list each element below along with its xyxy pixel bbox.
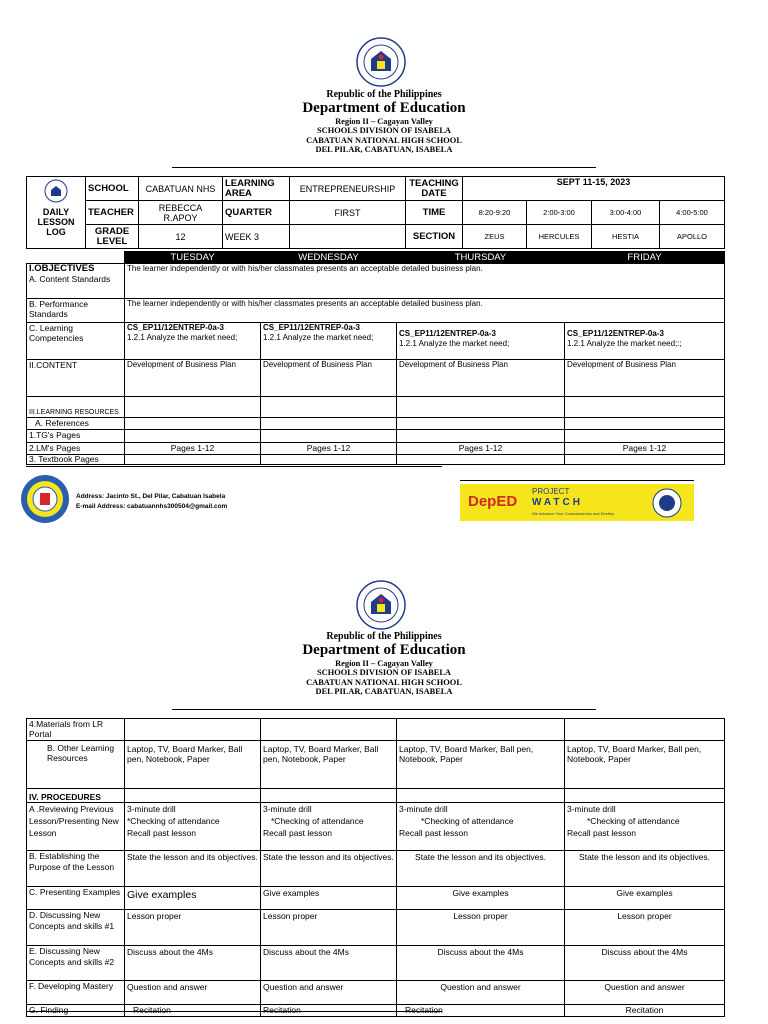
blank-cell bbox=[125, 397, 261, 418]
presenting-tuesday: Give examples bbox=[125, 887, 261, 910]
developing-tuesday: Question and answer bbox=[125, 981, 261, 1005]
lc-code: CS_EP11/12ENTREP-0a-3 bbox=[399, 329, 496, 338]
review-line: Recall past lesson bbox=[263, 828, 332, 838]
performance-standards-label: B. Performance Standards bbox=[27, 299, 125, 323]
section-friday: APOLLO bbox=[660, 225, 725, 249]
lm-pages-thursday: Pages 1-12 bbox=[397, 443, 565, 455]
lc-tuesday bbox=[125, 323, 261, 360]
finding-label: G. Finding bbox=[27, 1005, 125, 1017]
dll-procedures-table bbox=[26, 718, 725, 1017]
blank-cell bbox=[261, 719, 397, 741]
purpose-tuesday: State the lesson and its objectives. bbox=[125, 851, 261, 887]
review-line: *Checking of attendance bbox=[271, 816, 364, 826]
blank-cell bbox=[290, 225, 406, 249]
learning-resources-label: III.LEARNING RESOURCES bbox=[27, 397, 125, 418]
footer-address: Address: Jacinto St., Del Pilar, Cabatuan Isabela bbox=[76, 493, 226, 500]
other-resources-wednesday: Laptop, TV, Board Marker, Ball pen, Notebook, Paper bbox=[261, 741, 397, 789]
deped-project-watch-banner bbox=[460, 484, 694, 521]
purpose-wednesday: State the lesson and its objectives. bbox=[261, 851, 397, 887]
lc-friday bbox=[565, 323, 725, 360]
other-resources-label: B. Other Learning Resources bbox=[27, 741, 125, 789]
header-divider bbox=[172, 167, 596, 168]
time-friday: 4:00-5:00 bbox=[660, 201, 725, 225]
dll-label: DAILY LESSON LOG bbox=[37, 207, 75, 237]
teaching-date-value: SEPT 11-15, 2023 bbox=[463, 177, 725, 201]
finding-tuesday: Recitation bbox=[125, 1005, 261, 1017]
purpose-label: B. Establishing the Purpose of the Lesson bbox=[27, 851, 125, 887]
content-standards-text: The learner independently or with his/her classmates presents an acceptable detailed business plan. bbox=[125, 264, 725, 299]
performance-standards-text: The learner independently or with his/her classmates presents an acceptable detailed business plan. bbox=[125, 299, 725, 323]
project-label: PROJECT bbox=[532, 487, 570, 496]
purpose-friday: State the lesson and its objectives. bbox=[565, 851, 725, 887]
blank-cell bbox=[261, 789, 397, 803]
finding-friday: Recitation bbox=[565, 1005, 725, 1017]
developing-label: F. Developing Mastery bbox=[27, 981, 125, 1005]
lc-code: CS_EP11/12ENTREP-0a-3 bbox=[127, 323, 224, 332]
materials-label: 4.Materials from LR Portal bbox=[27, 719, 125, 741]
purpose-thursday: State the lesson and its objectives. bbox=[397, 851, 565, 887]
discussing1-thursday: Lesson proper bbox=[397, 910, 565, 946]
grade-label: GRADE LEVEL bbox=[86, 225, 139, 249]
header-divider bbox=[172, 709, 596, 710]
lc-code: CS_EP11/12ENTREP-0a-3 bbox=[263, 323, 360, 332]
blank-cell bbox=[125, 418, 261, 430]
other-resources-thursday: Laptop, TV, Board Marker, Ball pen, Notebook, Paper bbox=[397, 741, 565, 789]
references-label: A. References bbox=[27, 418, 125, 430]
objectives-label bbox=[27, 264, 125, 299]
footer-line bbox=[26, 466, 442, 467]
discussing1-wednesday: Lesson proper bbox=[261, 910, 397, 946]
blank-cell bbox=[125, 430, 261, 443]
blank-cell bbox=[565, 418, 725, 430]
header-department: Department of Education bbox=[302, 642, 466, 658]
header-school: CABATUAN NATIONAL HIGH SCHOOL bbox=[306, 135, 462, 145]
day-wednesday: WEDNESDAY bbox=[261, 252, 397, 264]
tagline: We Advance Your Consciousness and Destiny bbox=[532, 511, 614, 516]
discussing2-label: E. Discussing New Concepts and skills #2 bbox=[27, 946, 125, 981]
finding-thursday: Recitation bbox=[397, 1005, 565, 1017]
day-tuesday: TUESDAY bbox=[125, 252, 261, 264]
content-tuesday: Development of Business Plan bbox=[125, 360, 261, 397]
discussing2-wednesday: Discuss about the 4Ms bbox=[261, 946, 397, 981]
discussing1-tuesday: Lesson proper bbox=[125, 910, 261, 946]
developing-friday: Question and answer bbox=[565, 981, 725, 1005]
discussing2-friday: Discuss about the 4Ms bbox=[565, 946, 725, 981]
blank-cell bbox=[565, 719, 725, 741]
finding-wednesday: Recitation bbox=[261, 1005, 397, 1017]
lc-text: 1.2.1 Analyze the market need; bbox=[263, 333, 374, 342]
deped-seal-icon bbox=[356, 580, 406, 630]
presenting-label: C. Presenting Examples bbox=[27, 887, 125, 910]
division-seal-icon bbox=[652, 488, 682, 518]
procedures-heading: IV. PROCEDURES bbox=[27, 789, 125, 803]
lm-pages-label: 2.LM's Pages bbox=[27, 443, 125, 455]
time-label: TIME bbox=[406, 201, 463, 225]
review-line: 3-minute drill bbox=[567, 804, 616, 814]
objectives-heading: I.OBJECTIVES bbox=[29, 263, 95, 274]
blank-cell bbox=[261, 455, 397, 465]
header-division: SCHOOLS DIVISION OF ISABELA bbox=[317, 126, 451, 136]
content-wednesday: Development of Business Plan bbox=[261, 360, 397, 397]
blank-cell bbox=[565, 789, 725, 803]
blank-cell bbox=[125, 719, 261, 741]
discussing1-friday: Lesson proper bbox=[565, 910, 725, 946]
review-line: 3-minute drill bbox=[399, 804, 448, 814]
teacher-value: REBECCA R.APOY bbox=[139, 201, 223, 225]
section-wednesday: HERCULES bbox=[527, 225, 592, 249]
textbook-pages-label: 3. Textbook Pages bbox=[27, 455, 125, 465]
blank-cell bbox=[397, 430, 565, 443]
watch-label: WATCH bbox=[532, 497, 583, 508]
review-line: 3-minute drill bbox=[263, 804, 312, 814]
review-line: Recall past lesson bbox=[567, 828, 636, 838]
blank-cell bbox=[125, 455, 261, 465]
other-resources-friday: Laptop, TV, Board Marker, Ball pen, Notebook, Paper bbox=[565, 741, 725, 789]
review-line: *Checking of attendance bbox=[421, 816, 514, 826]
review-line: 3-minute drill bbox=[127, 804, 176, 814]
footer-email: E-mail Address: cabatuannhs300504@gmail.com bbox=[76, 503, 228, 510]
blank-cell bbox=[397, 397, 565, 418]
quarter-label: QUARTER bbox=[223, 201, 290, 225]
section-tuesday: ZEUS bbox=[463, 225, 527, 249]
teaching-date-label: TEACHING DATE bbox=[406, 177, 463, 201]
discussing2-tuesday: Discuss about the 4Ms bbox=[125, 946, 261, 981]
header-region: Region II – Cagayan Valley bbox=[335, 659, 433, 668]
blank-cell bbox=[565, 397, 725, 418]
review-line: *Checking of attendance bbox=[587, 816, 680, 826]
day-corner bbox=[27, 252, 125, 264]
time-thursday: 3:00-4:00 bbox=[592, 201, 660, 225]
deped-seal-icon bbox=[356, 37, 406, 87]
learning-area-value: ENTREPRENEURSHIP bbox=[290, 177, 406, 201]
header-region: Region II – Cagayan Valley bbox=[335, 117, 433, 126]
lc-text: 1.2.1 Analyze the market need; bbox=[399, 339, 510, 348]
presenting-thursday: Give examples bbox=[397, 887, 565, 910]
blank-cell bbox=[565, 430, 725, 443]
lc-text: 1.2.1 Analyze the market need; bbox=[127, 333, 238, 342]
content-thursday: Development of Business Plan bbox=[397, 360, 565, 397]
dll-info-table bbox=[26, 176, 725, 249]
header-address: DEL PILAR, CABATUAN, ISABELA bbox=[315, 145, 453, 155]
header-department: Department of Education bbox=[302, 100, 466, 116]
developing-thursday: Question and answer bbox=[397, 981, 565, 1005]
tg-pages-label: 1.TG's Pages bbox=[27, 430, 125, 443]
header-division: SCHOOLS DIVISION OF ISABELA bbox=[317, 668, 451, 678]
lc-code: CS_EP11/12ENTREP-0a-3 bbox=[567, 329, 664, 338]
review-thursday bbox=[397, 803, 565, 851]
developing-wednesday: Question and answer bbox=[261, 981, 397, 1005]
content-label: II.CONTENT bbox=[27, 360, 125, 397]
review-label: A .Reviewing Previous Lesson/Presenting New Lesson bbox=[27, 803, 125, 851]
blank-cell bbox=[261, 418, 397, 430]
grade-value: 12 bbox=[139, 225, 223, 249]
deped-logo-text: DepED bbox=[468, 493, 518, 510]
content-standards-label: A. Content Standards bbox=[29, 274, 111, 284]
lm-pages-friday: Pages 1-12 bbox=[565, 443, 725, 455]
lm-pages-wednesday: Pages 1-12 bbox=[261, 443, 397, 455]
header-school: CABATUAN NATIONAL HIGH SCHOOL bbox=[306, 677, 462, 687]
lc-text: 1.2.1 Analyze the market need;:; bbox=[567, 339, 682, 348]
presenting-friday: Give examples bbox=[565, 887, 725, 910]
content-friday: Development of Business Plan bbox=[565, 360, 725, 397]
section-label: SECTION bbox=[406, 225, 463, 249]
day-friday: FRIDAY bbox=[565, 252, 725, 264]
blank-cell bbox=[397, 418, 565, 430]
school-logo-icon bbox=[20, 474, 70, 524]
quarter-value: FIRST bbox=[290, 201, 406, 225]
time-wednesday: 2:00-3:00 bbox=[527, 201, 592, 225]
review-wednesday bbox=[261, 803, 397, 851]
learning-competencies-label: C. Learning Competencies bbox=[27, 323, 125, 360]
section-thursday: HESTIA bbox=[592, 225, 660, 249]
review-friday bbox=[565, 803, 725, 851]
blank-cell bbox=[397, 789, 565, 803]
lm-pages-tuesday: Pages 1-12 bbox=[125, 443, 261, 455]
deped-small-seal-icon bbox=[44, 179, 68, 203]
other-resources-tuesday: Laptop, TV, Board Marker, Ball pen, Notebook, Paper bbox=[125, 741, 261, 789]
header-republic: Republic of the Philippines bbox=[326, 89, 442, 100]
header-republic: Republic of the Philippines bbox=[326, 631, 442, 642]
time-tuesday: 8:20-9:20 bbox=[463, 201, 527, 225]
blank-cell bbox=[397, 719, 565, 741]
blank-cell bbox=[565, 455, 725, 465]
header-address: DEL PILAR, CABATUAN, ISABELA bbox=[315, 687, 453, 697]
review-line: *Checking of attendance bbox=[127, 816, 220, 826]
review-tuesday bbox=[125, 803, 261, 851]
blank-cell bbox=[261, 397, 397, 418]
teacher-label: TEACHER bbox=[86, 201, 139, 225]
school-label: SCHOOL bbox=[86, 177, 139, 201]
footer-right-line bbox=[460, 1016, 694, 1017]
lc-wednesday bbox=[261, 323, 397, 360]
school-value: CABATUAN NHS bbox=[139, 177, 223, 201]
blank-cell bbox=[261, 430, 397, 443]
dll-logo-cell bbox=[27, 177, 86, 249]
learning-area-label: LEARNING AREA bbox=[223, 177, 290, 201]
footer-line bbox=[26, 1011, 442, 1012]
review-line: Recall past lesson bbox=[127, 828, 196, 838]
discussing2-thursday: Discuss about the 4Ms bbox=[397, 946, 565, 981]
blank-cell bbox=[397, 455, 565, 465]
footer-right-line bbox=[460, 480, 694, 481]
lc-thursday bbox=[397, 323, 565, 360]
week-value: WEEK 3 bbox=[223, 225, 290, 249]
discussing1-label: D. Discussing New Concepts and skills #1 bbox=[27, 910, 125, 946]
review-line: Recall past lesson bbox=[399, 828, 468, 838]
day-thursday: THURSDAY bbox=[397, 252, 565, 264]
presenting-wednesday: Give examples bbox=[261, 887, 397, 910]
dll-objectives-table bbox=[26, 251, 725, 465]
blank-cell bbox=[125, 789, 261, 803]
